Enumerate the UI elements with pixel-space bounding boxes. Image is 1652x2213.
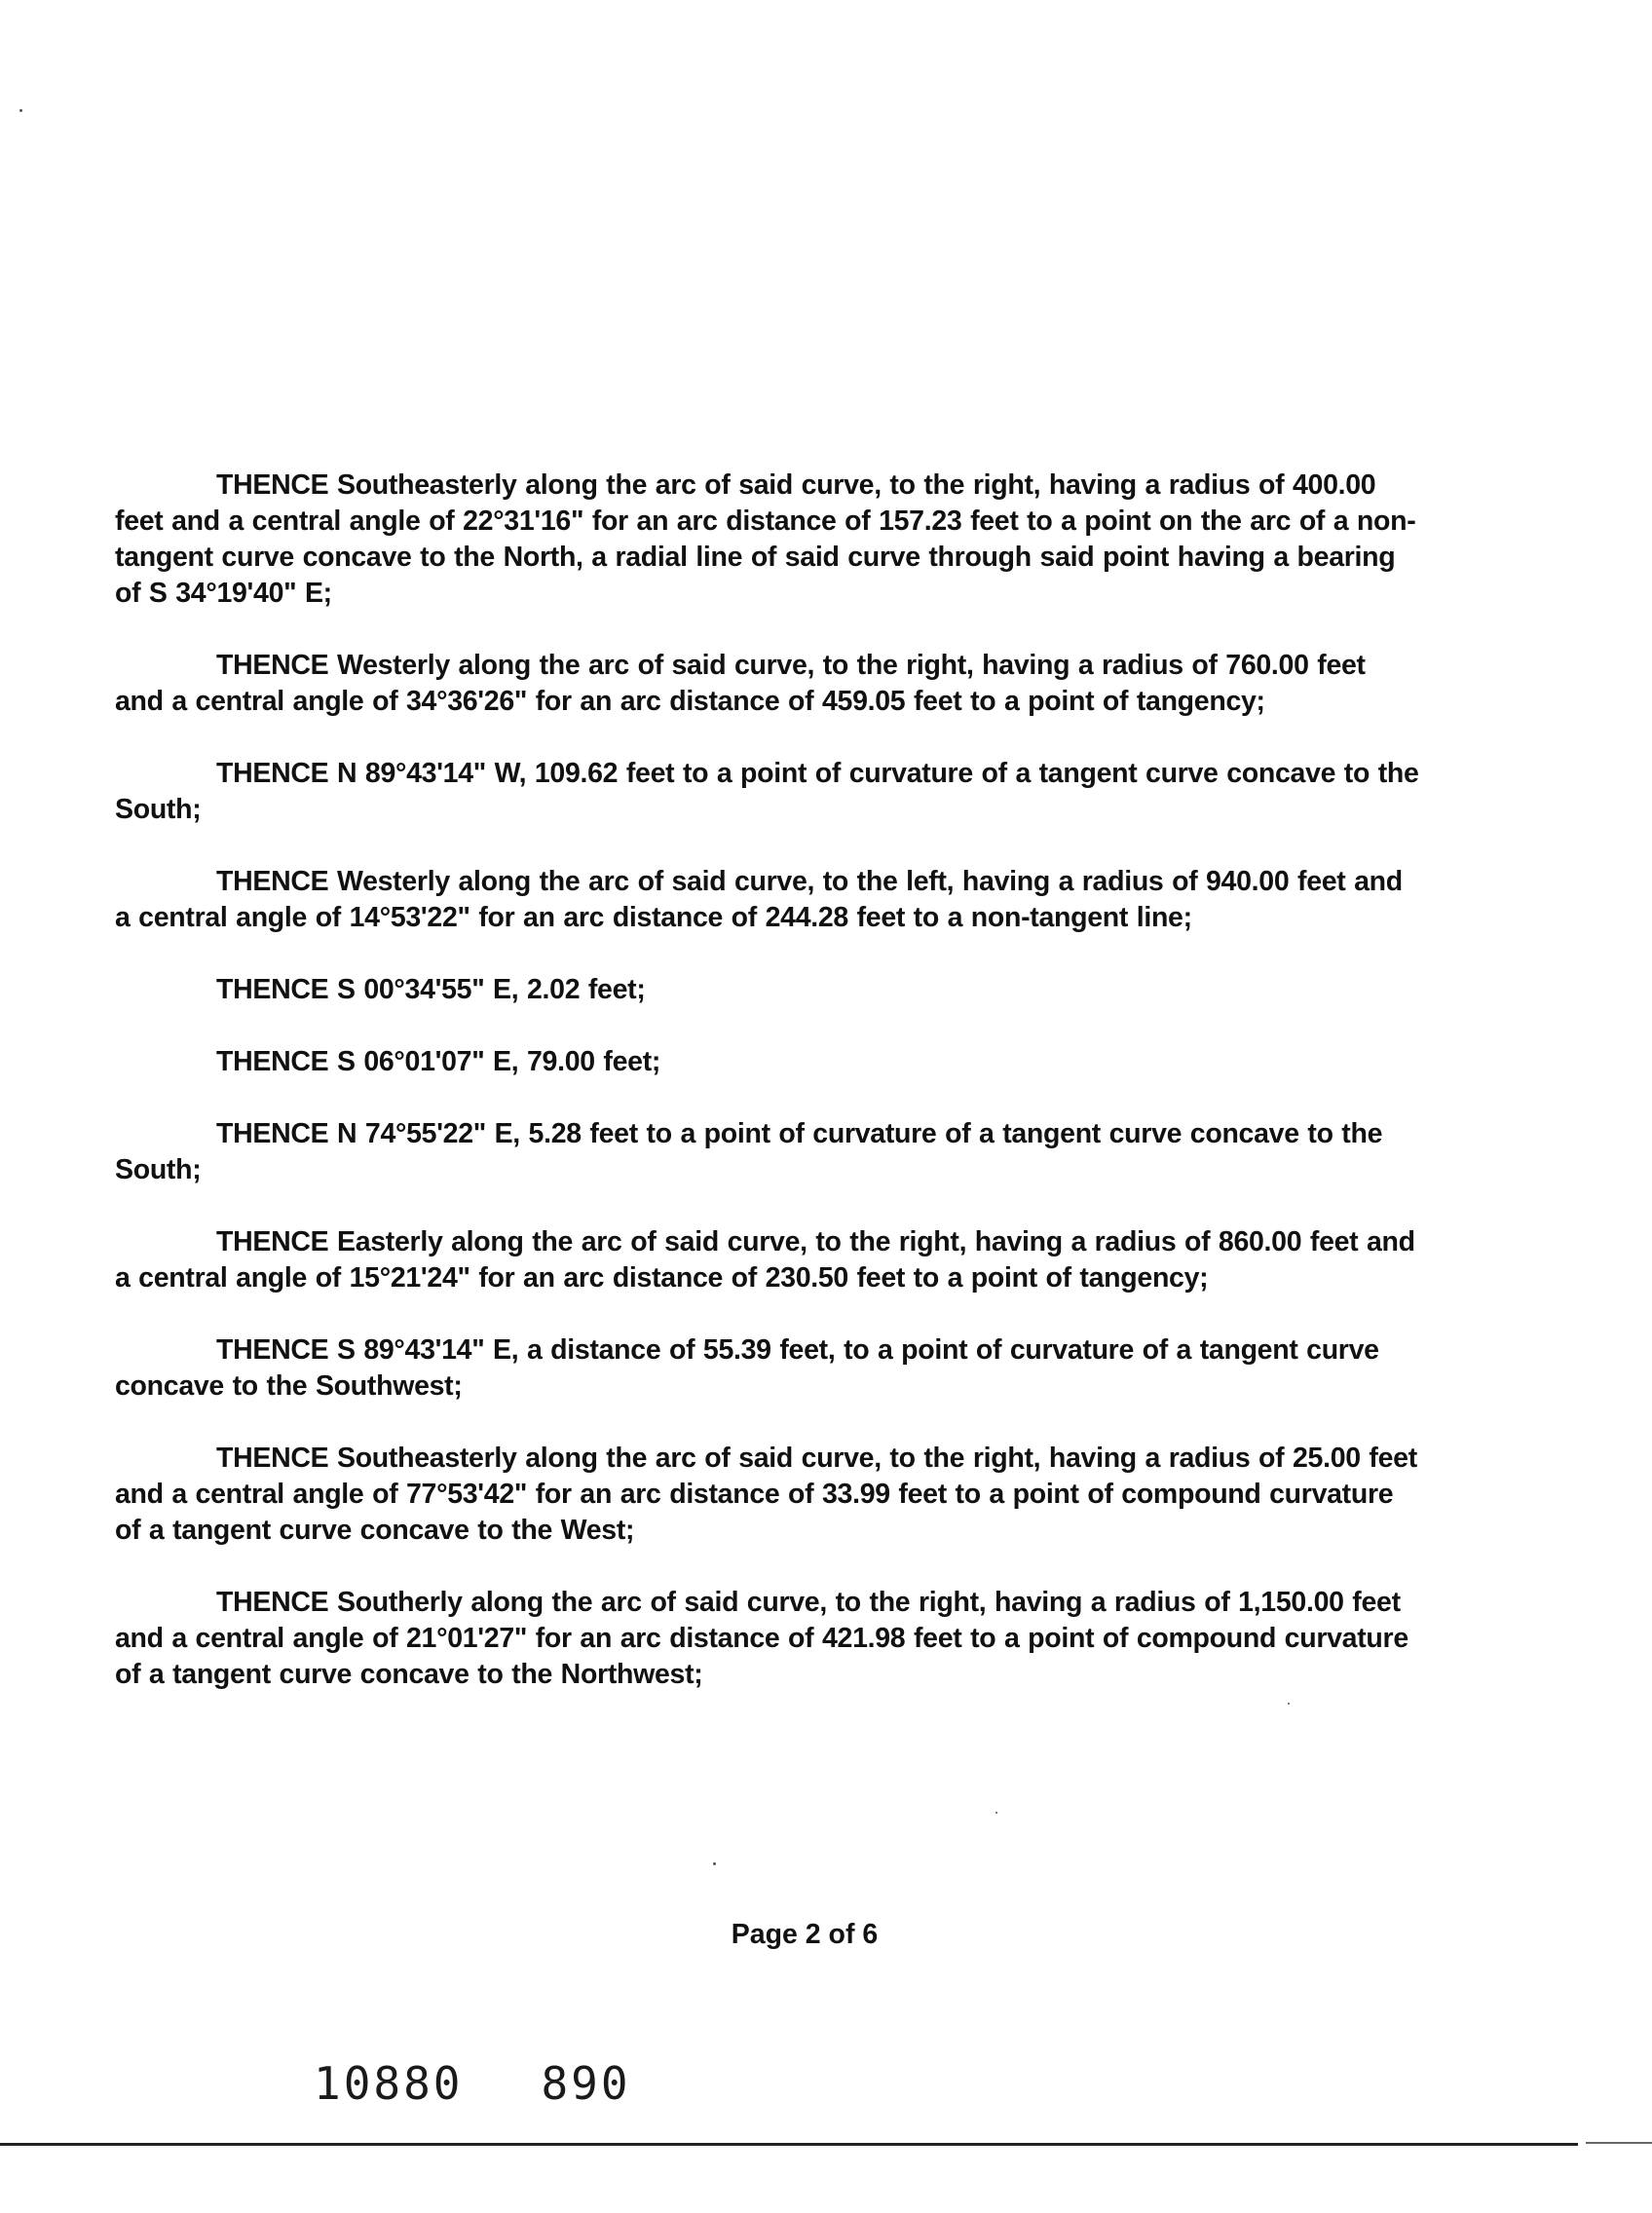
recording-stamp [314, 2057, 631, 2110]
course-text: Southerly along the arc of said curve, to the right, having a radius of 1,150.00 feet and a central angle of 21°01'27" for an arc distance of 421.98 feet to a point of compound curvature of a tangent curve concave to the Northwest; [115, 1587, 1408, 1690]
course-text: Southeasterly along the arc of said curve, to the right, having a radius of 400.00 feet and a central angle of 22°31'16" for an arc distance of 157.23 feet to a point on the arc of a non-tangent curve concave to the North, a radial line of said curve through said point having a bearing of S 34°19'40" E; [115, 469, 1416, 609]
course-lead: THENCE [216, 974, 329, 1005]
recording-page-number: 890 [541, 2057, 631, 2110]
course-text: Southeasterly along the arc of said curve, to the right, having a radius of 25.00 feet and a central angle of 77°53'42" for an arc distance of 33.99 feet to a point of compound curvature of a tangent curve concave to the West; [115, 1443, 1417, 1546]
course-text: Westerly along the arc of said curve, to the left, having a radius of 940.00 feet and a central angle of 14°53'22" for an arc distance of 244.28 feet to a non-tangent line; [115, 866, 1403, 933]
course-lead: THENCE [216, 758, 329, 789]
course-lead: THENCE [216, 469, 329, 501]
course-lead: THENCE [216, 650, 329, 681]
page-number: Page 2 of 6 [731, 1919, 879, 1950]
page-bottom-rule-segment [1586, 2142, 1652, 2144]
course-paragraph [115, 1224, 1420, 1296]
course-lead: THENCE [216, 866, 329, 897]
course-paragraph [115, 1332, 1420, 1405]
recording-book-number: 10880 [314, 2057, 464, 2110]
course-paragraph [115, 1441, 1420, 1549]
course-text: S 06°01'07" E, 79.00 feet; [328, 1046, 661, 1077]
scan-speck [995, 1812, 997, 1814]
course-paragraph [115, 972, 1420, 1008]
course-text: S 89°43'14" E, a distance of 55.39 feet, to a point of curvature of a tangent curve concave to the Southwest; [115, 1334, 1379, 1402]
page-bottom-rule [0, 2143, 1578, 2146]
scan-speck [713, 1862, 716, 1865]
course-paragraph [115, 864, 1420, 936]
course-lead: THENCE [216, 1443, 329, 1474]
legal-description-body [115, 468, 1420, 1729]
course-text: N 74°55'22" E, 5.28 feet to a point of curvature of a tangent curve concave to the South; [115, 1118, 1383, 1185]
course-paragraph [115, 468, 1420, 612]
course-lead: THENCE [216, 1046, 329, 1077]
course-paragraph [115, 756, 1420, 828]
course-text: N 89°43'14" W, 109.62 feet to a point of curvature of a tangent curve concave to the South; [115, 758, 1419, 825]
course-paragraph [115, 1044, 1420, 1080]
scan-speck [19, 109, 22, 112]
course-text: Westerly along the arc of said curve, to the right, having a radius of 760.00 feet and a central angle of 34°36'26" for an arc distance of 459.05 feet to a point of tangency; [115, 650, 1366, 717]
course-paragraph [115, 648, 1420, 720]
course-lead: THENCE [216, 1587, 329, 1618]
course-text: Easterly along the arc of said curve, to the right, having a radius of 860.00 feet and a central angle of 15°21'24" for an arc distance of 230.50 feet to a point of tangency; [115, 1226, 1415, 1294]
course-lead: THENCE [216, 1118, 329, 1149]
course-paragraph [115, 1116, 1420, 1188]
course-lead: THENCE [216, 1334, 329, 1366]
course-lead: THENCE [216, 1226, 329, 1257]
scan-speck [1288, 1703, 1290, 1705]
course-text: S 00°34'55" E, 2.02 feet; [328, 974, 646, 1005]
course-paragraph [115, 1585, 1420, 1693]
